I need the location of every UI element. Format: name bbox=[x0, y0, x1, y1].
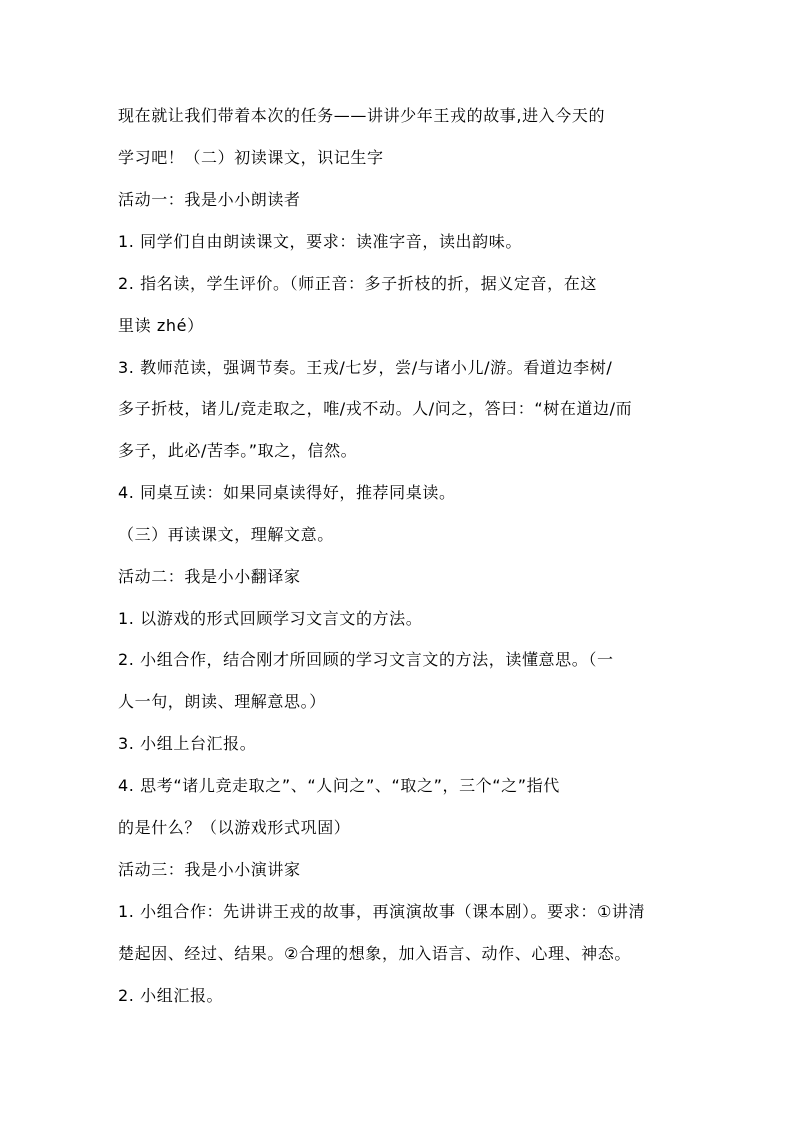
text-line: 多子折枝，诸儿/竞走取之，唯/戎不动。人/问之，答曰：“树在道边/而 bbox=[118, 399, 633, 418]
section-heading: （三）再读课文，理解文意。 bbox=[118, 525, 334, 544]
text-line: 2. 小组合作，结合刚才所回顾的学习文言文的方法，读懂意思。（一 bbox=[118, 650, 614, 669]
text-line: 2. 指名读，学生评价。（师正音：多子折枝的折，据义定音，在这 bbox=[118, 274, 597, 293]
text-line: 里读 zhé） bbox=[118, 316, 204, 335]
text-line: 1. 以游戏的形式回顾学习文言文的方法。 bbox=[118, 609, 423, 628]
text-line: 1. 同学们自由朗读课文，要求：读准字音，读出韵味。 bbox=[118, 232, 522, 251]
text-line: 的是什么？（以游戏形式巩固） bbox=[118, 818, 351, 837]
text-line: 多子，此必/苦李。”取之，信然。 bbox=[118, 441, 358, 460]
activity-heading: 活动三：我是小小演讲家 bbox=[118, 860, 301, 879]
text-line: 人一句，朗读、理解意思。） bbox=[118, 692, 326, 711]
activity-heading: 活动二：我是小小翻译家 bbox=[118, 567, 301, 586]
text-line: 3. 教师范读，强调节奏。王戎/七岁，尝/与诸小儿/游。看道边李树/ bbox=[118, 358, 613, 377]
text-line: 2. 小组汇报。 bbox=[118, 986, 224, 1005]
text-line: 3. 小组上台汇报。 bbox=[118, 734, 257, 753]
text-line: 现在就让我们带着本次的任务——讲讲少年王戎的故事,进入今天的 bbox=[118, 106, 606, 125]
text-line: 楚起因、经过、结果。②合理的想象，加入语言、动作、心理、神态。 bbox=[118, 944, 631, 963]
text-line: 1. 小组合作：先讲讲王戎的故事，再演演故事（课本剧）。要求：①讲清 bbox=[118, 902, 646, 921]
text-line: 4. 思考“诸儿竞走取之”、“人问之”、“取之”，三个“之”指代 bbox=[118, 776, 560, 795]
text-line: 学习吧！（二）初读课文，识记生字 bbox=[118, 148, 384, 167]
text-line: 4. 同桌互读：如果同桌读得好，推荐同桌读。 bbox=[118, 483, 456, 502]
text-line: 活动一：我是小小朗读者 bbox=[118, 190, 301, 209]
